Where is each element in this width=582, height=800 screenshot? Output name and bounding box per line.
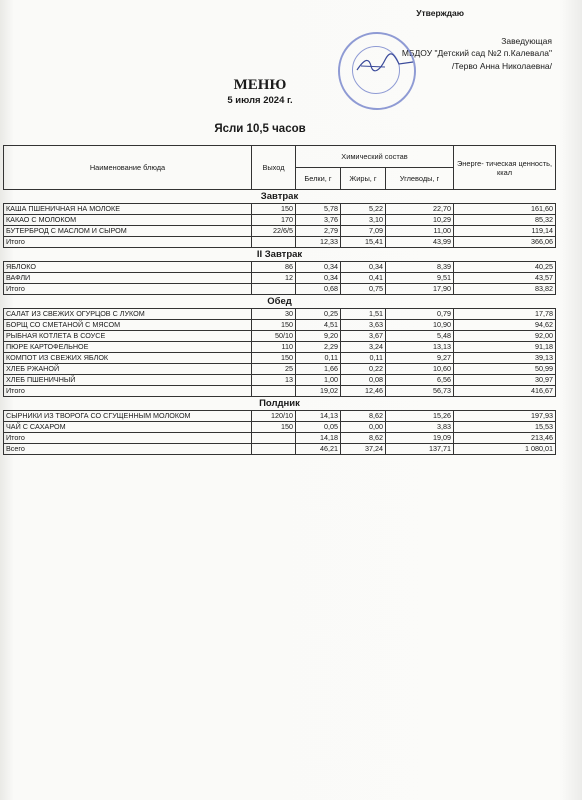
table-row — [4, 215, 556, 226]
dish-name: САЛАТ ИЗ СВЕЖИХ ОГУРЦОВ С ЛУКОМ — [4, 309, 252, 320]
section-header-row — [4, 397, 556, 411]
dish-fat: 3,10 — [341, 215, 386, 226]
col-carbs-header: Углеводы, г — [386, 168, 454, 190]
dish-fat: 7,09 — [341, 226, 386, 237]
grand-total-carbs: 137,71 — [386, 444, 454, 455]
dish-name: ЯБЛОКО — [4, 262, 252, 273]
section-title: Завтрак — [4, 190, 556, 204]
section-title: Полдник — [4, 397, 556, 411]
signature-icon — [355, 52, 415, 76]
total-fat: 15,41 — [341, 237, 386, 248]
grand-total-row — [4, 444, 556, 455]
approval-position: Заведующая — [501, 36, 552, 46]
total-label: Итого — [4, 237, 252, 248]
energy-header-label: Энерге- тическая ценность, ккал — [456, 158, 553, 177]
total-energy: 83,82 — [454, 284, 556, 295]
dish-protein: 0,11 — [296, 353, 341, 364]
dish-energy: 92,00 — [454, 331, 556, 342]
dish-fat: 5,22 — [341, 204, 386, 215]
table-row — [4, 320, 556, 331]
approval-title: Утверждаю — [416, 8, 464, 18]
dish-fat: 0,08 — [341, 375, 386, 386]
menu-group: Ясли 10,5 часов — [214, 123, 306, 135]
dish-carbs: 10,60 — [386, 364, 454, 375]
approval-name: /Терво Анна Николаевна/ — [451, 61, 552, 71]
dish-carbs: 10,90 — [386, 320, 454, 331]
dish-name: БУТЕРБРОД С МАСЛОМ И СЫРОМ — [4, 226, 252, 237]
dish-energy: 43,57 — [454, 273, 556, 284]
menu-title: МЕНЮ — [233, 77, 287, 93]
grand-total-output-empty — [252, 444, 296, 455]
section-total-row — [4, 284, 556, 295]
dish-carbs: 9,51 — [386, 273, 454, 284]
table-row — [4, 375, 556, 386]
section-total-row — [4, 386, 556, 397]
col-fat-header: Жиры, г — [341, 168, 386, 190]
dish-output: 13 — [252, 375, 296, 386]
dish-output: 170 — [252, 215, 296, 226]
table-row — [4, 422, 556, 433]
dish-output: 50/10 — [252, 331, 296, 342]
dish-output: 22/6/5 — [252, 226, 296, 237]
total-fat: 12,46 — [341, 386, 386, 397]
dish-name: БОРЩ СО СМЕТАНОЙ С МЯСОМ — [4, 320, 252, 331]
table-row — [4, 411, 556, 422]
dish-output: 110 — [252, 342, 296, 353]
dish-fat: 1,51 — [341, 309, 386, 320]
dish-energy: 39,13 — [454, 353, 556, 364]
dish-name: ВАФЛИ — [4, 273, 252, 284]
dish-fat: 3,67 — [341, 331, 386, 342]
col-energy-header — [454, 146, 556, 190]
col-dish-header: Наименование блюда — [4, 146, 252, 190]
dish-energy: 94,62 — [454, 320, 556, 331]
col-protein-header: Белки, г — [296, 168, 341, 190]
section-header-row — [4, 295, 556, 309]
table-row — [4, 226, 556, 237]
dish-name: ХЛЕБ ПШЕНИЧНЫЙ — [4, 375, 252, 386]
dish-output: 150 — [252, 204, 296, 215]
table-row — [4, 331, 556, 342]
dish-carbs: 0,79 — [386, 309, 454, 320]
table-row — [4, 204, 556, 215]
total-carbs: 17,90 — [386, 284, 454, 295]
dish-carbs: 6,56 — [386, 375, 454, 386]
dish-protein: 2,79 — [296, 226, 341, 237]
dish-fat: 0,41 — [341, 273, 386, 284]
total-output-empty — [252, 433, 296, 444]
dish-output: 25 — [252, 364, 296, 375]
dish-fat: 8,62 — [341, 411, 386, 422]
dish-energy: 91,18 — [454, 342, 556, 353]
dish-fat: 0,00 — [341, 422, 386, 433]
dish-protein: 3,76 — [296, 215, 341, 226]
dish-carbs: 13,13 — [386, 342, 454, 353]
dish-protein: 0,05 — [296, 422, 341, 433]
dish-carbs: 11,00 — [386, 226, 454, 237]
table-row — [4, 364, 556, 375]
dish-name: КОМПОТ ИЗ СВЕЖИХ ЯБЛОК — [4, 353, 252, 364]
grand-total-energy: 1 080,01 — [454, 444, 556, 455]
dish-carbs: 8,39 — [386, 262, 454, 273]
grand-total-fat: 37,24 — [341, 444, 386, 455]
dish-output: 150 — [252, 422, 296, 433]
total-energy: 366,06 — [454, 237, 556, 248]
total-carbs: 56,73 — [386, 386, 454, 397]
dish-carbs: 9,27 — [386, 353, 454, 364]
dish-energy: 17,78 — [454, 309, 556, 320]
section-title: Обед — [4, 295, 556, 309]
dish-protein: 14,13 — [296, 411, 341, 422]
dish-protein: 9,20 — [296, 331, 341, 342]
dish-carbs: 22,70 — [386, 204, 454, 215]
dish-output: 150 — [252, 320, 296, 331]
total-label: Итого — [4, 386, 252, 397]
dish-protein: 1,66 — [296, 364, 341, 375]
dish-protein: 1,00 — [296, 375, 341, 386]
total-protein: 0,68 — [296, 284, 341, 295]
dish-protein: 0,34 — [296, 273, 341, 284]
total-carbs: 19,09 — [386, 433, 454, 444]
dish-fat: 3,63 — [341, 320, 386, 331]
dish-protein: 0,25 — [296, 309, 341, 320]
dish-protein: 0,34 — [296, 262, 341, 273]
dish-name: СЫРНИКИ ИЗ ТВОРОГА СО СГУЩЕННЫМ МОЛОКОМ — [4, 411, 252, 422]
dish-carbs: 10,29 — [386, 215, 454, 226]
table-row — [4, 273, 556, 284]
dish-carbs: 3,83 — [386, 422, 454, 433]
dish-output: 12 — [252, 273, 296, 284]
menu-date: 5 июля 2024 г. — [227, 95, 293, 106]
dish-energy: 161,60 — [454, 204, 556, 215]
grand-total-protein: 46,21 — [296, 444, 341, 455]
dish-output: 30 — [252, 309, 296, 320]
section-header-row — [4, 190, 556, 204]
dish-carbs: 5,48 — [386, 331, 454, 342]
dish-name: ХЛЕБ РЖАНОЙ — [4, 364, 252, 375]
table-row — [4, 342, 556, 353]
section-total-row — [4, 433, 556, 444]
col-chem-header: Химический состав — [296, 146, 454, 168]
dish-energy: 30,97 — [454, 375, 556, 386]
dish-fat: 0,34 — [341, 262, 386, 273]
total-output-empty — [252, 237, 296, 248]
section-header-row — [4, 248, 556, 262]
dish-name: КАКАО С МОЛОКОМ — [4, 215, 252, 226]
total-label: Итого — [4, 284, 252, 295]
total-carbs: 43,99 — [386, 237, 454, 248]
dish-energy: 85,32 — [454, 215, 556, 226]
section-title: II Завтрак — [4, 248, 556, 262]
total-protein: 14,18 — [296, 433, 341, 444]
menu-table — [3, 145, 556, 455]
dish-energy: 119,14 — [454, 226, 556, 237]
dish-name: КАША ПШЕНИЧНАЯ НА МОЛОКЕ — [4, 204, 252, 215]
section-total-row — [4, 237, 556, 248]
grand-total-label: Всего — [4, 444, 252, 455]
dish-name: ПЮРЕ КАРТОФЕЛЬНОЕ — [4, 342, 252, 353]
table-row — [4, 309, 556, 320]
table-row — [4, 262, 556, 273]
total-fat: 8,62 — [341, 433, 386, 444]
dish-protein: 2,29 — [296, 342, 341, 353]
dish-fat: 3,24 — [341, 342, 386, 353]
dish-output: 150 — [252, 353, 296, 364]
dish-carbs: 15,26 — [386, 411, 454, 422]
dish-energy: 15,53 — [454, 422, 556, 433]
total-label: Итого — [4, 433, 252, 444]
total-output-empty — [252, 284, 296, 295]
total-protein: 12,33 — [296, 237, 341, 248]
dish-output: 120/10 — [252, 411, 296, 422]
total-protein: 19,02 — [296, 386, 341, 397]
total-energy: 416,67 — [454, 386, 556, 397]
dish-energy: 40,25 — [454, 262, 556, 273]
dish-protein: 4,51 — [296, 320, 341, 331]
total-output-empty — [252, 386, 296, 397]
dish-name: РЫБНАЯ КОТЛЕТА В СОУСЕ — [4, 331, 252, 342]
dish-energy: 197,93 — [454, 411, 556, 422]
dish-protein: 5,78 — [296, 204, 341, 215]
dish-name: ЧАЙ С САХАРОМ — [4, 422, 252, 433]
dish-output: 86 — [252, 262, 296, 273]
dish-energy: 50,99 — [454, 364, 556, 375]
dish-fat: 0,11 — [341, 353, 386, 364]
approval-organization: МБДОУ "Детский сад №2 п.Калевала" — [401, 48, 552, 58]
total-energy: 213,46 — [454, 433, 556, 444]
table-row — [4, 353, 556, 364]
dish-fat: 0,22 — [341, 364, 386, 375]
total-fat: 0,75 — [341, 284, 386, 295]
col-output-header: Выход — [252, 146, 296, 190]
